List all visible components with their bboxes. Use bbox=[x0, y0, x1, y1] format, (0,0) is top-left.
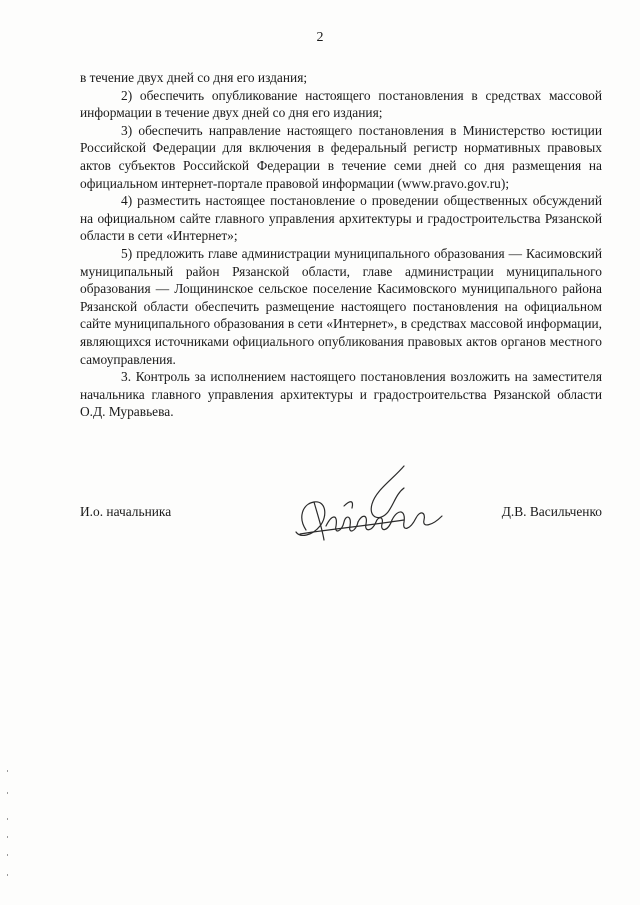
paragraph-item-3: 3) обеспечить направление настоящего постановления в Министерство юстиции Российской Федерации для включения в федеральный регистр нормативных правовых актов субъектов Российской Федерации в течение семи дней со дня размещения на официальном интернет-портале правовой информации (www.pravo.gov.ru); bbox=[80, 122, 602, 191]
scan-edge-marks bbox=[6, 770, 9, 880]
handwritten-signature bbox=[284, 460, 454, 560]
paragraph-continuation: в течение двух дней со дня его издания; bbox=[80, 70, 308, 85]
signer-name: Д.В. Васильченко bbox=[501, 504, 602, 519]
page-number: 2 bbox=[316, 30, 324, 45]
paragraph-item-4: 4) разместить настоящее постановление о проведении общественных обсуждений на официальном сайте главного управления архитектуры и градостроительства Рязанской области в сети «Интернет»; bbox=[80, 193, 602, 244]
paragraph-item-5: 5) предложить главе администрации муниципального образования — Касимовский муниципальный район Рязанской области, главе администрации муниципального образования — Лощининское сельское поселение Касимовского муниципального района Рязанской области обеспечить размещение настоящего постановления на официальном сайте муниципального образования в сети «Интернет», в средствах массовой информации, являющихся источниками официального опубликования правовых актов органов местного самоуправления. bbox=[80, 245, 602, 367]
paragraph-control-clause: 3. Контроль за исполнением настоящего постановления возложить на заместителя начальника главного управления архитектуры и градостроительства Рязанской области О.Д. Муравьева. bbox=[80, 369, 602, 420]
signer-title: И.о. начальника bbox=[80, 504, 172, 519]
document-body bbox=[80, 69, 602, 421]
paragraph-item-2: 2) обеспечить опубликование настоящего постановления в средствах массовой информации в течение двух дней со дня его издания; bbox=[80, 87, 602, 121]
